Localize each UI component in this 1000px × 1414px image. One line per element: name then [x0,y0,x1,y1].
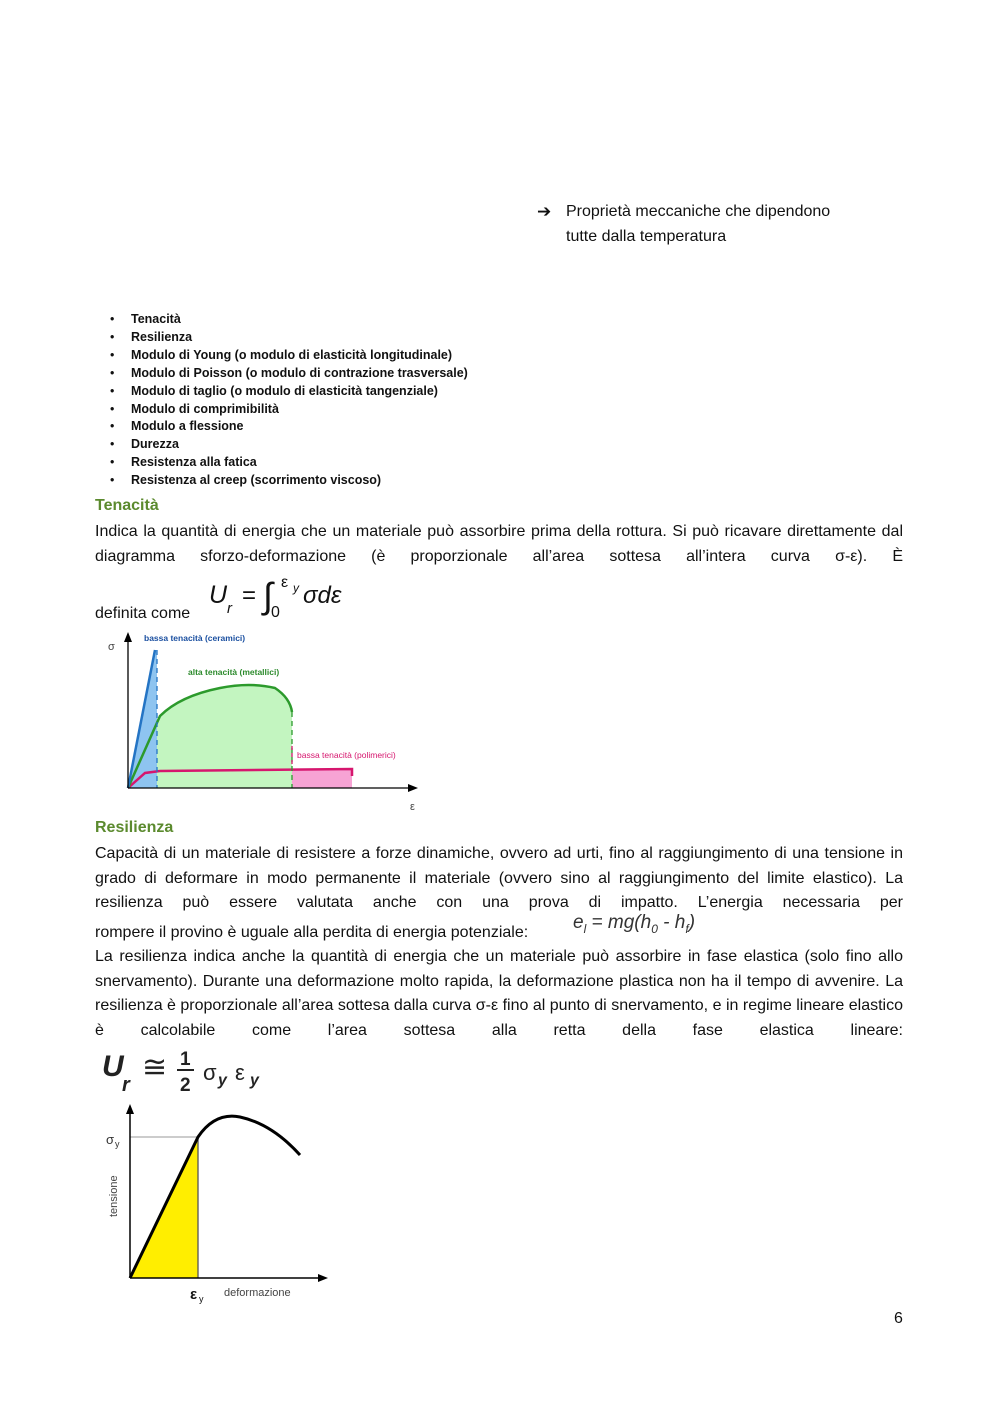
integral-sign-icon: ∫ [263,575,273,616]
toughness-formula [205,570,355,622]
formula-eps-sub: y [250,1072,259,1089]
formula-sigma: σ [203,1060,217,1085]
formula-eps: ε [235,1060,245,1085]
list-item: • Modulo di comprimibilità [110,401,468,419]
note-line-1: Proprietà meccaniche che dipendono [566,203,831,220]
resilienza-paragraph-1-tail: rompere il provino è uguale alla perdita di energia potenziale: [95,924,529,941]
integral-lower: 0 [271,604,280,621]
tenacita-heading: Tenacità [95,497,159,514]
list-item: • Resilienza [110,329,468,347]
resilienza-heading: Resilienza [95,819,174,836]
x-axis-arrow-icon [318,1274,328,1282]
y-axis-arrow-icon [126,1104,134,1114]
formula-sigma-sub: y [218,1072,227,1089]
mechanical-properties-list [110,311,468,490]
integrand: σdε [303,582,342,609]
x-axis-arrow-icon [408,784,418,792]
formula-approx: ≅ [142,1051,168,1084]
list-item: • Modulo di taglio (o modulo di elasticità tangenziale) [110,383,468,401]
formula-lhs-sub: r [227,600,232,617]
y-axis-arrow-icon [124,632,132,642]
note-line-2: tutte dalla temperatura [566,228,727,245]
list-item: • Durezza [110,436,468,454]
formula-num: 1 [180,1049,191,1070]
page-number: 6 [894,1310,903,1327]
ceramic-label: bassa tenacità (ceramici) [144,633,246,643]
formula-lhs-sub: r [122,1074,130,1096]
x-tick-eps-sub: y [199,1294,204,1304]
y-axis-label: tensione [108,1175,120,1217]
polymer-label: bassa tenacità (polimerici) [297,750,396,760]
arrow-right-icon: ➔ [537,202,552,221]
formula-lhs: U [209,581,228,609]
formula-lhs: U [102,1050,124,1083]
defined-as-text: definita come [95,605,191,622]
list-item: • Modulo di Young (o modulo di elasticità longitudinale) [110,347,468,365]
y-tick-sigma-sub: y [115,1139,120,1149]
note-text [566,199,897,249]
metal-label: alta tenacità (metallici) [188,667,280,677]
resilienza-paragraph-1: Capacità di un materiale di resistere a forze dinamiche, ovvero ad urti, fino al raggiungimento di una tensione in grado di deformare in modo permanente il materiale (ovvero sino al raggiungimento del limite elastico). La resilienza può essere valutata anche con una prova di impatto. L’energia necessaria per [95,845,903,911]
y-tick-sigma: σ [106,1132,115,1147]
resilienza-paragraph-2: La resilienza indica anche la quantità di energia che un materiale può assorbire in fase elastica (solo fino allo snervamento). Durante una deformazione molto rapida, la deformazione plastica non ha il tempo di avvenire. La resilienza è proporzionale all’area sottesa dalla curva σ-ε fino al punto di snervamento, e in regime lineare elastico è calcolabile come l’area sottesa alla retta della fase elastica lineare: [95,948,903,1039]
toughness-chart [100,628,430,816]
list-item: • Tenacità [110,311,468,329]
list-item: • Resistenza al creep (scorrimento viscoso) [110,472,468,490]
resilience-formula [98,1044,278,1098]
formula-den: 2 [180,1075,191,1096]
integral-upper: ε [281,574,289,591]
resilience-chart [100,1100,340,1310]
list-item: • Resistenza alla fatica [110,454,468,472]
x-axis-label: deformazione [224,1287,291,1299]
temperature-note [537,199,897,249]
x-tick-eps: ε [190,1286,198,1303]
integral-upper-sub: y [293,581,299,595]
list-item: • Modulo di Poisson (o modulo di contrazione trasversale) [110,365,468,383]
energy-formula: $e_l = mg(h_0 - h_f)$ [573,912,696,936]
x-axis-label: ε [410,801,415,813]
y-axis-label: σ [108,641,115,653]
tenacita-paragraph: Indica la quantità di energia che un materiale può assorbire prima della rottura. Si può ricavare direttamente dal diagramma sforzo-deformazione (è proporzionale all’area sottesa all’intera curva σ-ε). È [95,523,903,565]
formula-equals: = [242,582,257,609]
list-item: • Modulo a flessione [110,418,468,436]
